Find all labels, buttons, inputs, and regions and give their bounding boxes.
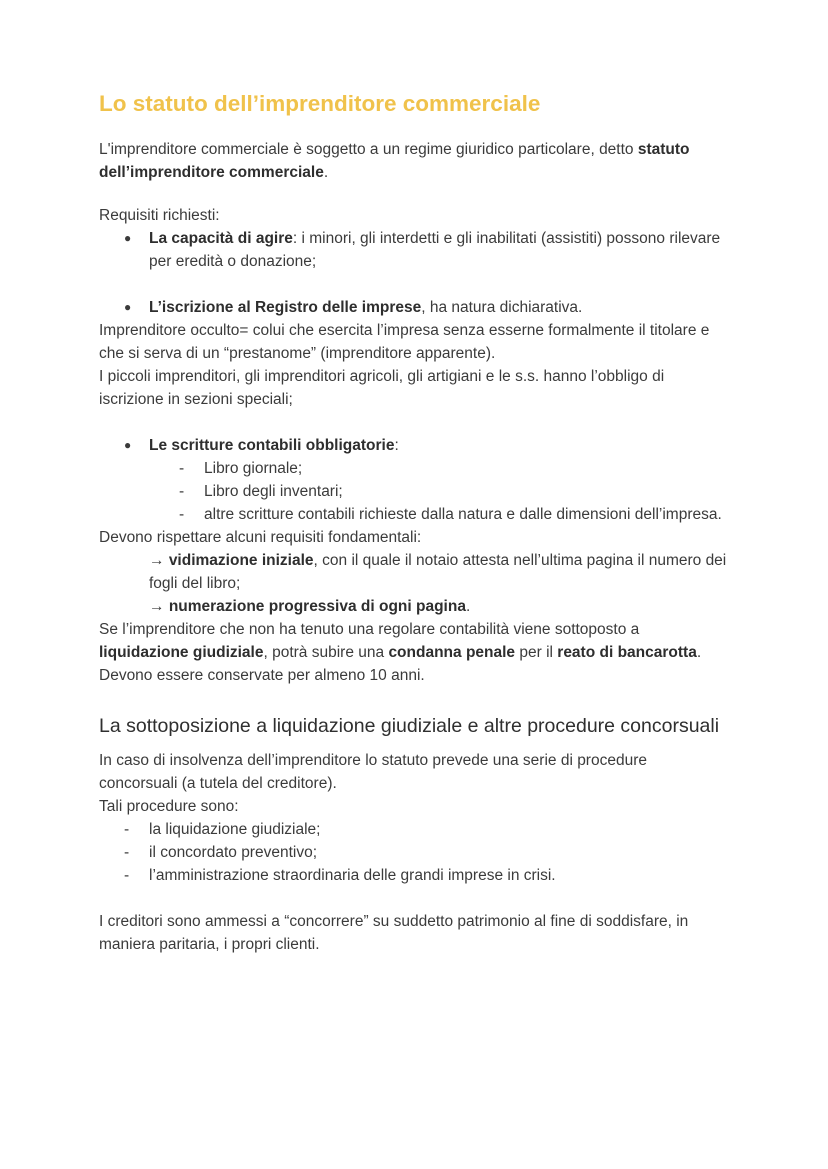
text-run-bold: statuto dell’imprenditore commerciale: [99, 141, 690, 181]
text-run: .: [323, 164, 329, 181]
paragraph-requisiti-fondamentali: Devono rispettare alcuni requisiti fondamentali:: [99, 529, 422, 546]
bullet-list-item-scritture: [124, 434, 728, 457]
paragraph-insolvenza: In caso di insolvenza dell’imprenditore lo statuto prevede una serie di procedure concorsuali (a tutela del creditore).: [99, 752, 647, 792]
dash-icon: -: [179, 460, 185, 477]
text-run: , ha natura dichiarativa.: [421, 299, 583, 316]
text-run: L'imprenditore commerciale è soggetto a un regime giuridico particolare, detto: [99, 141, 638, 158]
bullet-icon: ●: [124, 300, 132, 314]
dash-icon: -: [179, 506, 185, 523]
text-run-bold: La capacità di agire: [149, 230, 293, 247]
paragraph-conservazione: Devono essere conservate per almeno 10 anni.: [99, 667, 425, 684]
arrow-icon: →: [149, 552, 169, 569]
list-item-text: [149, 434, 728, 457]
list-item-text: [149, 296, 728, 319]
bullet-list-item-iscrizione: [124, 296, 728, 319]
text-run: , con il quale il notaio attesta nell’ultima pagina il numero dei fogli del libro;: [149, 552, 727, 592]
bullet-icon: ●: [124, 438, 132, 452]
list-item-text: Libro giornale;: [204, 460, 303, 477]
text-run: , potrà subire una: [263, 644, 389, 661]
text-run: :: [394, 437, 399, 454]
section-heading-procedure-concorsuali: La sottoposizione a liquidazione giudiziale e altre procedure concorsuali: [99, 715, 720, 737]
text-run-bold: Le scritture contabili obbligatorie: [149, 437, 395, 454]
paragraph-liquidazione: [99, 618, 728, 664]
dash-icon: -: [179, 483, 185, 500]
paragraph-tali-procedure: Tali procedure sono:: [99, 798, 239, 815]
sub-list-item-libro-inventari: [179, 480, 728, 503]
arrow-icon: →: [149, 598, 169, 615]
dash-list-item-concordato: [124, 841, 728, 864]
list-item-text: l’amministrazione straordinaria delle grandi imprese in crisi.: [149, 867, 556, 884]
text-run: .: [696, 644, 702, 661]
text-run-bold: condanna penale: [388, 644, 516, 661]
arrow-note-numerazione: [149, 595, 728, 618]
text-run-bold: vidimazione iniziale: [168, 552, 314, 569]
dash-icon: -: [124, 867, 130, 884]
paragraph-creditori: I creditori sono ammessi a “concorrere” su suddetto patrimonio al fine di soddisfare, in maniera paritaria, i propri clienti.: [99, 913, 689, 953]
list-item-text: Libro degli inventari;: [204, 483, 343, 500]
bullet-list-item-capacita: [124, 227, 728, 273]
list-item-text: il concordato preventivo;: [149, 844, 318, 861]
text-run: per il: [515, 644, 558, 661]
sub-list-item-altre-scritture: [179, 503, 728, 526]
dash-list-item-liquidazione: [124, 818, 728, 841]
dash-icon: -: [124, 821, 130, 838]
list-item-text: la liquidazione giudiziale;: [149, 821, 321, 838]
text-run-bold: numerazione progressiva di ogni pagina: [168, 598, 466, 615]
text-run-bold: reato di bancarotta: [557, 644, 697, 661]
paragraph-requisiti-label: Requisiti richiesti:: [99, 207, 220, 224]
bullet-icon: ●: [124, 231, 132, 245]
text-run-bold: liquidazione giudiziale: [99, 644, 264, 661]
document-title: Lo statuto dell’imprenditore commerciale: [99, 91, 541, 116]
sub-list-item-libro-giornale: [179, 457, 728, 480]
dash-list-item-amministrazione: [124, 864, 728, 887]
text-run: .: [465, 598, 471, 615]
text-run-bold: L’iscrizione al Registro delle imprese: [149, 299, 422, 316]
text-run: Se l’imprenditore che non ha tenuto una regolare contabilità viene sottoposto a: [99, 621, 640, 638]
paragraph-intro: [99, 138, 728, 184]
text-run: : i minori, gli interdetti e gli inabilitati (assistiti) possono rilevare per eredità o donazione;: [149, 230, 721, 270]
dash-icon: -: [124, 844, 130, 861]
paragraph-imprenditore-occulto: Imprenditore occulto= colui che esercita l’impresa senza esserne formalmente il titolare e che si serva di un “prestanome” (imprenditore apparente).: [99, 322, 710, 362]
list-item-text: altre scritture contabili richieste dalla natura e dalle dimensioni dell’impresa.: [204, 506, 722, 523]
paragraph-piccoli-imprenditori: I piccoli imprenditori, gli imprenditori agricoli, gli artigiani e le s.s. hanno l’obbligo di iscrizione in sezioni speciali;: [99, 368, 665, 408]
arrow-note-vidimazione: [149, 549, 728, 595]
list-item-text: [149, 227, 728, 273]
